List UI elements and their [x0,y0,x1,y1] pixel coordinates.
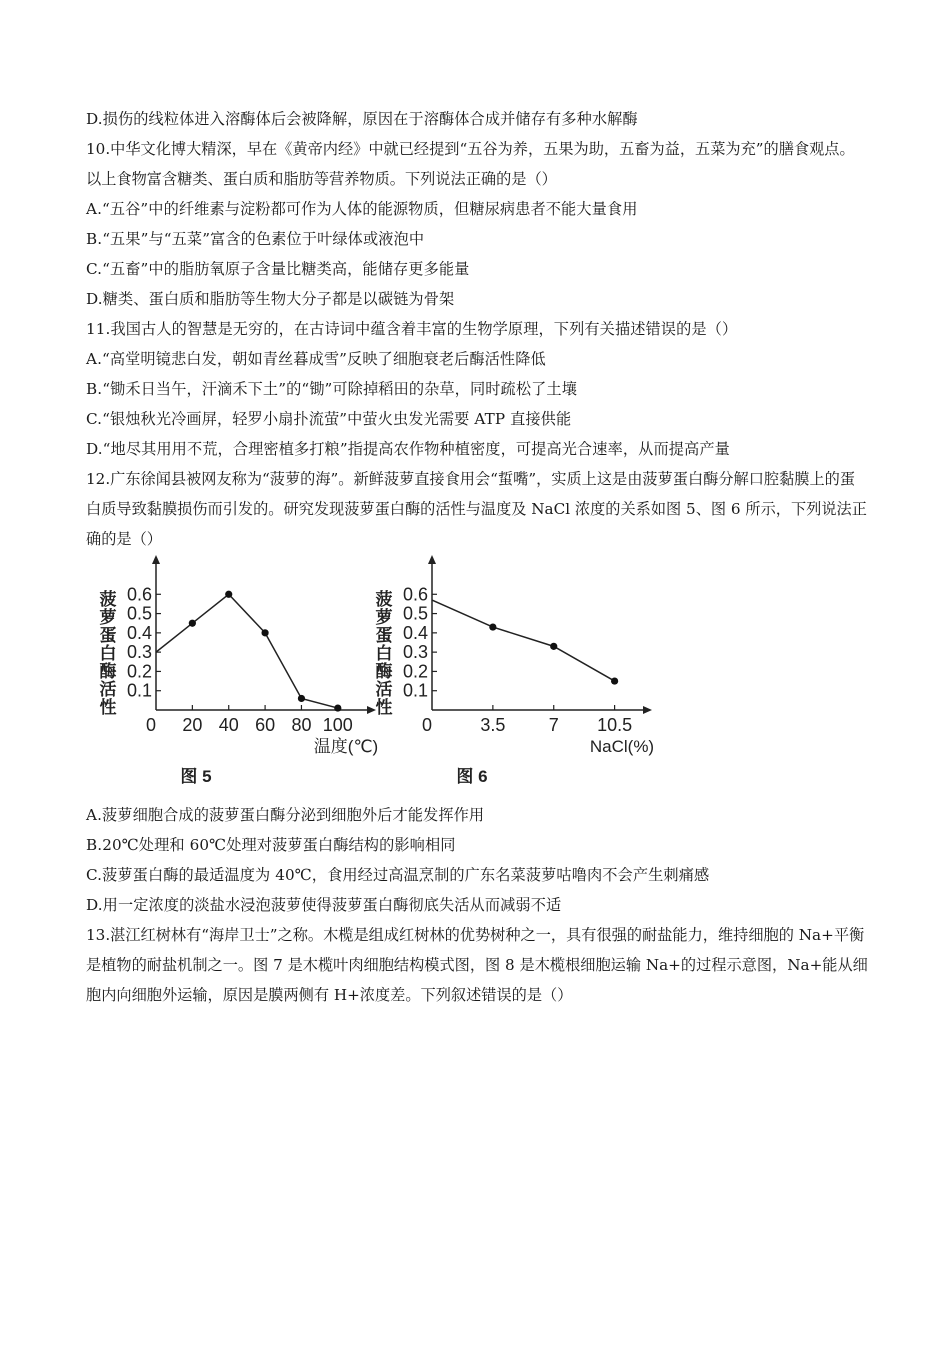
question-13: 13.湛江红树林有“海岸卫士”之称。木榄是组成红树林的优势树种之一，具有很强的耐盐能力，维持细胞的 Na+平衡是植物的耐盐机制之一。图 7 是木榄叶肉细胞结构模式图，图 8 是木榄根细胞运输 Na+的过程示意图，Na+能从细胞内向细胞外运输，原因是膜两侧有 H+浓度差。下列叙述错误的是（） [86,926,868,1004]
x-tick-label: 7 [548,715,559,735]
figure-caption: 图 5 [180,767,212,786]
y-tick-label: 0.4 [126,622,152,643]
data-point [189,620,196,627]
figure-caption: 图 6 [456,767,488,786]
y-tick-label: 0.1 [402,680,428,701]
y-tick-label: 0.3 [126,642,152,663]
q11-option-c: C.“银烛秋光冷画屏，轻罗小扇扑流萤”中萤火虫发光需要 ATP 直接供能 [86,410,572,428]
y-tick-label: 0.5 [126,603,152,624]
question-10: 10.中华文化博大精深，早在《黄帝内经》中就已经提到“五谷为养，五果为助，五畜为益，五菜为充”的膳食观点。以上食物富含糖类、蛋白质和脂肪等营养物质。下列说法正确的是（） [86,140,855,188]
data-point [261,629,268,636]
x-tick-label: 100 [322,715,353,735]
y-axis-label: 菠萝蛋白酶活性 [372,590,392,716]
data-point [225,591,232,598]
q12-option-d: D.用一定浓度的淡盐水浸泡菠萝使得菠萝蛋白酶彻底失活从而减弱不适 [86,896,562,914]
x-axis-label: NaCl(%) [589,737,655,756]
q10-option-b: B.“五果”与“五菜”富含的色素位于叶绿体或液泡中 [86,230,425,248]
y-tick-label: 0.6 [402,584,428,605]
figure-5 [96,560,379,799]
q11-option-a: A.“高堂明镜悲白发，朝如青丝暮成雪”反映了细胞衰老后酶活性降低 [86,350,546,368]
chart-figure-6 [372,560,655,795]
y-tick-label: 0.6 [126,584,152,605]
x-tick-label: 60 [255,715,276,735]
x-tick-label: 20 [182,715,203,735]
q10-option-c: C.“五畜”中的脂肪氧原子含量比糖类高，能储存更多能量 [86,260,470,278]
data-point [334,704,341,711]
x-tick-label: 10.5 [597,715,633,735]
q12-option-a: A.菠萝细胞合成的菠萝蛋白酶分泌到细胞外后才能发挥作用 [86,806,485,824]
data-point [489,623,496,630]
y-tick-label: 0.2 [402,661,428,682]
q11-option-d: D.“地尽其用用不荒，合理密植多打粮”指提高农作物种植密度，可提高光合速率，从而提高产量 [86,440,730,458]
y-tick-label: 0.3 [402,642,428,663]
data-point [611,677,618,684]
y-tick-label: 0.2 [126,661,152,682]
q9-option-d: D.损伤的线粒体进入溶酶体后会被降解，原因在于溶酶体合成并储存有多种水解酶 [86,110,638,128]
y-tick-label: 0.4 [402,622,428,643]
y-axis-label: 菠萝蛋白酶活性 [96,590,116,716]
y-axis-arrow [428,555,436,564]
series-line [432,600,615,681]
q12-option-c: C.菠萝蛋白酶的最适温度为 40℃，食用经过高温烹制的广东名菜菠萝咕噜肉不会产生刺痛感 [86,866,710,884]
chart-figure-5 [96,560,379,795]
figure-6 [372,560,655,799]
q11-option-b: B.“锄禾日当午，汗滴禾下土”的“锄”可除掉稻田的杂草，同时疏松了土壤 [86,380,577,398]
y-tick-label: 0.1 [126,680,152,701]
x-tick-label: 80 [291,715,312,735]
x-tick-label: 0 [145,715,157,735]
q10-option-a: A.“五谷”中的纤维素与淀粉都可作为人体的能源物质，但糖尿病患者不能大量食用 [86,200,638,218]
y-tick-label: 0.5 [402,603,428,624]
y-axis-arrow [152,555,160,564]
q10-option-d: D.糖类、蛋白质和脂肪等生物大分子都是以碳链为骨架 [86,290,455,308]
q12-option-b: B.20℃处理和 60℃处理对菠萝蛋白酶结构的影响相同 [86,836,456,854]
x-tick-label: 3.5 [480,715,506,735]
question-12: 12.广东徐闻县被网友称为“菠萝的海”。新鲜菠萝直接食用会“蜇嘴”，实质上这是由菠萝蛋白酶分解口腔黏膜上的蛋白质导致黏膜损伤而引发的。研究发现菠萝蛋白酶的活性与温度及 NaCl 浓度的关系如图 5、图 6 所示，下列说法正确的是（） [86,470,867,548]
series-line [156,594,338,708]
data-point [550,643,557,650]
document-page [86,104,868,1010]
figures-row [86,560,868,800]
x-axis-label: 温度(℃) [313,737,379,756]
x-tick-label: 40 [218,715,239,735]
x-tick-label: 0 [421,715,433,735]
question-11: 11.我国古人的智慧是无穷的，在古诗词中蕴含着丰富的生物学原理，下列有关描述错误的是（） [86,320,738,338]
data-point [298,695,305,702]
x-axis-arrow [643,706,652,714]
